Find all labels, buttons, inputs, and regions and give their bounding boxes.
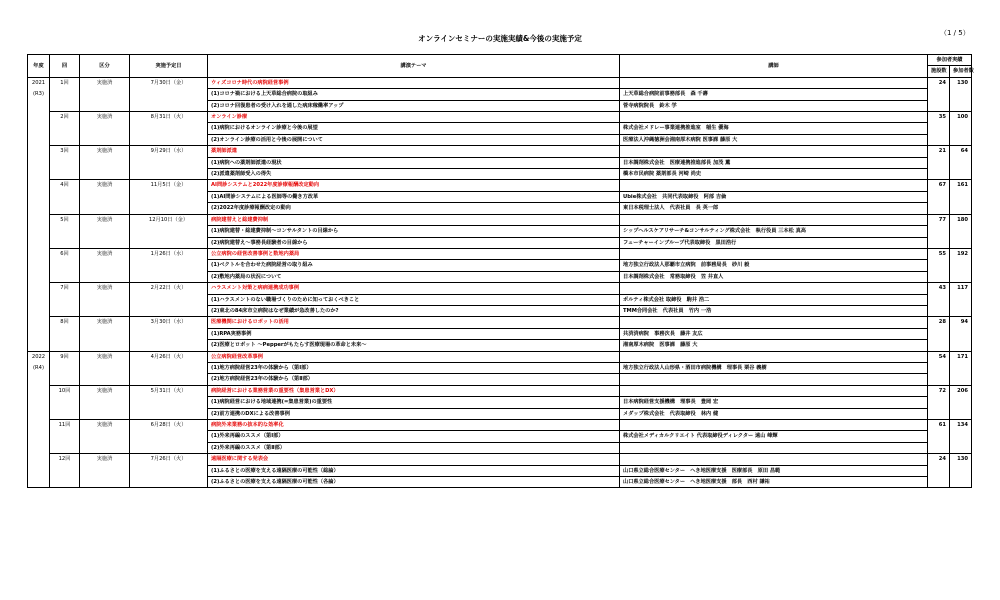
participant-count: 192 xyxy=(950,248,972,282)
talk-theme: (1)病院への薬剤師派遣の現状 xyxy=(208,157,620,168)
talk-theme: (2)医療とロボット ～Pepperがもたらす医療現場の革命と未来～ xyxy=(208,340,620,351)
seminar-date: 8月31日（火） xyxy=(130,112,208,146)
talk-speaker: メダップ株式会社 代表取締役 林内 健 xyxy=(620,408,928,419)
facility-count: 61 xyxy=(928,420,950,454)
seminar-title: 薬剤師派遣 xyxy=(208,146,620,157)
header-speaker: 講師 xyxy=(620,55,928,78)
fiscal-year-cell xyxy=(28,191,50,202)
facility-count: 28 xyxy=(928,317,950,351)
fiscal-year-cell xyxy=(28,112,50,123)
page-number: （1 / 5） xyxy=(940,29,970,37)
seminar-speaker-empty xyxy=(620,77,928,88)
seminar-title-row xyxy=(28,214,972,225)
fiscal-year-cell xyxy=(28,134,50,145)
seminar-speaker-empty xyxy=(620,146,928,157)
talk-theme: (1)地方病院経営23年の体験から（第Ⅰ部） xyxy=(208,362,620,373)
talk-speaker: 山口県立総合医療センター へき地医療支援 医療部長 原田 昌範 xyxy=(620,465,928,476)
seminar-title: ウィズコロナ時代の病院経営事例 xyxy=(208,77,620,88)
seminar-speaker-empty xyxy=(620,454,928,465)
facility-count: 77 xyxy=(928,214,950,248)
seminar-date: 11月5日（金） xyxy=(130,180,208,214)
header-year: 年度 xyxy=(28,55,50,78)
seminar-title: オンライン診療 xyxy=(208,112,620,123)
seminar-status: 実施済 xyxy=(80,317,130,351)
seminar-status: 実施済 xyxy=(80,420,130,454)
seminar-number: 10回 xyxy=(50,385,80,419)
talk-speaker: シップヘルスケアリサーチ&コンサルティング株式会社 執行役員 三本松 真高 xyxy=(620,226,928,237)
seminar-title-row xyxy=(28,317,972,328)
talk-speaker: 東日本税理士法人 代表社員 長 英一郎 xyxy=(620,203,928,214)
participant-count: 117 xyxy=(950,283,972,317)
fiscal-year-cell xyxy=(28,248,50,259)
facility-count: 24 xyxy=(928,454,950,488)
seminar-title: 病院外来業務の抜本的な効率化 xyxy=(208,420,620,431)
participant-count: 134 xyxy=(950,420,972,454)
fiscal-year-era: (R3) xyxy=(28,89,50,100)
fiscal-year-cell xyxy=(28,226,50,237)
talk-speaker: Ubie株式会社 共同代表取締役 阿部 吉倫 xyxy=(620,191,928,202)
talk-speaker: 株式会社メドレー事業連携推進室 稲生 優海 xyxy=(620,123,928,134)
facility-count: 72 xyxy=(928,385,950,419)
talk-theme: (1)AI問診システムによる医師等の働き方改革 xyxy=(208,191,620,202)
seminar-number: 2回 xyxy=(50,112,80,146)
seminar-status: 実施済 xyxy=(80,248,130,282)
fiscal-year: 2022 xyxy=(28,351,50,362)
fiscal-year-era: (R4) xyxy=(28,362,50,373)
seminar-speaker-empty xyxy=(620,385,928,396)
seminar-title-row xyxy=(28,385,972,396)
fiscal-year-cell xyxy=(28,442,50,453)
fiscal-year-cell xyxy=(28,328,50,339)
seminar-status: 実施済 xyxy=(80,112,130,146)
header-facilities: 施設数 xyxy=(928,66,950,77)
seminar-number: 1回 xyxy=(50,77,80,111)
header-category: 区分 xyxy=(80,55,130,78)
fiscal-year-cell xyxy=(28,340,50,351)
fiscal-year-cell xyxy=(28,237,50,248)
seminar-title: 遠隔医療に関する発表会 xyxy=(208,454,620,465)
fiscal-year-cell xyxy=(28,477,50,488)
facility-count: 35 xyxy=(928,112,950,146)
seminar-number: 9回 xyxy=(50,351,80,385)
talk-theme: (2)2022年度診療報酬改定の動向 xyxy=(208,203,620,214)
talk-speaker: 日本病院経営支援機構 理事長 豊岡 宏 xyxy=(620,397,928,408)
fiscal-year-cell xyxy=(28,100,50,111)
fiscal-year-cell xyxy=(28,374,50,385)
seminar-title: AI問診システムと2022年度診療報酬改定動向 xyxy=(208,180,620,191)
talk-speaker: 株式会社メディカルクリエイト 代表取締役ディレクター 遠山 峰輝 xyxy=(620,431,928,442)
seminar-status: 実施済 xyxy=(80,214,130,248)
seminar-status: 実施済 xyxy=(80,77,130,111)
seminar-speaker-empty xyxy=(620,112,928,123)
talk-speaker: 湘南厚木病院 医事課 藤原 大 xyxy=(620,340,928,351)
fiscal-year-cell xyxy=(28,214,50,225)
seminar-title-row xyxy=(28,351,972,362)
facility-count: 24 xyxy=(928,77,950,111)
fiscal-year: 2021 xyxy=(28,77,50,88)
seminar-number: 6回 xyxy=(50,248,80,282)
seminar-status: 実施済 xyxy=(80,283,130,317)
talk-speaker: TMM合同会社 代表社員 竹内 一浩 xyxy=(620,305,928,316)
seminar-title-row xyxy=(28,112,972,123)
talk-theme: (1)ハラスメントのない職場づくりのために知っておくべきこと xyxy=(208,294,620,305)
fiscal-year-cell xyxy=(28,408,50,419)
seminar-title: ハラスメント対策と病病連携成功事例 xyxy=(208,283,620,294)
seminar-date: 3月30日（水） xyxy=(130,317,208,351)
talk-speaker: 地方独立行政法人山形県・酒田市病院機構 理事長 栗谷 義樹 xyxy=(620,362,928,373)
talk-theme: (1)コロナ禍における上天草総合病院の取組み xyxy=(208,89,620,100)
header-date: 実施予定日 xyxy=(130,55,208,78)
fiscal-year-cell xyxy=(28,180,50,191)
fiscal-year-cell xyxy=(28,203,50,214)
seminar-number: 11回 xyxy=(50,420,80,454)
talk-theme: (1)外来再編のススメ（第Ⅰ部） xyxy=(208,431,620,442)
seminar-title-row xyxy=(28,454,972,465)
participant-count: 171 xyxy=(950,351,972,385)
fiscal-year-cell xyxy=(28,294,50,305)
talk-speaker: 医療法人沖縄徳洲会湘南厚木病院 医事課 藤原 大 xyxy=(620,134,928,145)
seminar-title-row xyxy=(28,77,972,88)
seminar-title: 公立病院経営改革事例 xyxy=(208,351,620,362)
talk-theme: (1)病院におけるオンライン診療と今後の展望 xyxy=(208,123,620,134)
seminar-speaker-empty xyxy=(620,248,928,259)
talk-theme: (2)外来再編のススメ（第Ⅱ部） xyxy=(208,442,620,453)
seminar-speaker-empty xyxy=(620,180,928,191)
participant-count: 130 xyxy=(950,454,972,488)
participant-count: 64 xyxy=(950,146,972,180)
facility-count: 54 xyxy=(928,351,950,385)
seminar-speaker-empty xyxy=(620,283,928,294)
seminar-speaker-empty xyxy=(620,420,928,431)
seminar-title: 公立病院の経営改善事例と数地内薬局 xyxy=(208,248,620,259)
talk-theme: (2)地方病院経営23年の体験から（第Ⅱ部） xyxy=(208,374,620,385)
fiscal-year-cell xyxy=(28,317,50,328)
facility-count: 21 xyxy=(928,146,950,180)
talk-theme: (1)RPA実務事例 xyxy=(208,328,620,339)
seminar-status: 実施済 xyxy=(80,351,130,385)
talk-speaker: フューチャーインブループ代表取締役 黒田浩行 xyxy=(620,237,928,248)
seminar-speaker-empty xyxy=(620,317,928,328)
seminar-speaker-empty xyxy=(620,351,928,362)
seminar-table xyxy=(27,54,972,488)
seminar-status: 実施済 xyxy=(80,146,130,180)
seminar-title-row xyxy=(28,180,972,191)
fiscal-year-cell xyxy=(28,454,50,465)
seminar-title-row xyxy=(28,248,972,259)
talk-speaker: 地方独立行政法人那覇市立病院 前事務局長 砂川 毅 xyxy=(620,260,928,271)
fiscal-year-cell xyxy=(28,420,50,431)
participant-count: 161 xyxy=(950,180,972,214)
seminar-number: 7回 xyxy=(50,283,80,317)
fiscal-year-cell xyxy=(28,146,50,157)
seminar-status: 実施済 xyxy=(80,180,130,214)
header-people: 参加者数 xyxy=(950,66,972,77)
seminar-number: 8回 xyxy=(50,317,80,351)
seminar-title: 病院経営における業務営業の重要性（集患営業とDX） xyxy=(208,385,620,396)
seminar-date: 9月29日（水） xyxy=(130,146,208,180)
seminar-number: 12回 xyxy=(50,454,80,488)
seminar-date: 1月26日（水） xyxy=(130,248,208,282)
talk-speaker xyxy=(620,442,928,453)
header-participants: 参加者実績 xyxy=(928,55,972,66)
talk-theme: (2)東北の84床市立病院はなぜ業績が急改善したのか? xyxy=(208,305,620,316)
seminar-date: 5月31日（火） xyxy=(130,385,208,419)
facility-count: 55 xyxy=(928,248,950,282)
talk-theme: (2)敷地内薬局の状況について xyxy=(208,271,620,282)
talk-speaker: 菅寺病院院長 鈴木 学 xyxy=(620,100,928,111)
seminar-title-row xyxy=(28,283,972,294)
talk-theme: (2)派遣薬剤師受入の得失 xyxy=(208,169,620,180)
facility-count: 67 xyxy=(928,180,950,214)
seminar-number: 3回 xyxy=(50,146,80,180)
participant-count: 206 xyxy=(950,385,972,419)
fiscal-year-cell xyxy=(28,283,50,294)
talk-speaker: ポルティ株式会社 取締役 駒井 浩二 xyxy=(620,294,928,305)
facility-count: 43 xyxy=(928,283,950,317)
talk-theme: (2)オンライン診療の活用と今後の展開について xyxy=(208,134,620,145)
fiscal-year-cell xyxy=(28,465,50,476)
seminar-title: 医療機関におけるロボットの活用 xyxy=(208,317,620,328)
talk-speaker: 山口県立総合医療センター へき地医療支援 部長 西村 謙祐 xyxy=(620,477,928,488)
header-row xyxy=(28,55,972,66)
talk-speaker: 上天草総合病院前事務部長 森 千壽 xyxy=(620,89,928,100)
fiscal-year-cell xyxy=(28,169,50,180)
talk-speaker: 橋本市民病院 薬剤部長 河崎 尚史 xyxy=(620,169,928,180)
seminar-number: 4回 xyxy=(50,180,80,214)
talk-speaker: 共済済病院 事務次長 藤井 友広 xyxy=(620,328,928,339)
seminar-speaker-empty xyxy=(620,214,928,225)
seminar-date: 4月26日（火） xyxy=(130,351,208,385)
talk-theme: (1)病院建替・総建費抑制～コンサルタントの目線から xyxy=(208,226,620,237)
talk-theme: (1)ベクトルを合わせた病院経営の取り組み xyxy=(208,260,620,271)
fiscal-year-cell xyxy=(28,157,50,168)
seminar-title-row xyxy=(28,146,972,157)
talk-speaker xyxy=(620,374,928,385)
fiscal-year-cell xyxy=(28,385,50,396)
fiscal-year-cell xyxy=(28,397,50,408)
talk-theme: (2)コロナ回復患者の受け入れを通した病床稼働率アップ xyxy=(208,100,620,111)
participant-count: 180 xyxy=(950,214,972,248)
header-theme: 講演テーマ xyxy=(208,55,620,78)
seminar-date: 7月30日（金） xyxy=(130,77,208,111)
talk-speaker: 日本調剤株式会社 常務取締役 笠 井直人 xyxy=(620,271,928,282)
seminar-date: 2月22日（火） xyxy=(130,283,208,317)
header-no: 回 xyxy=(50,55,80,78)
fiscal-year-cell xyxy=(28,305,50,316)
fiscal-year-cell xyxy=(28,271,50,282)
fiscal-year-cell xyxy=(28,260,50,271)
participant-count: 94 xyxy=(950,317,972,351)
fiscal-year-cell xyxy=(28,431,50,442)
seminar-table-body xyxy=(28,77,972,488)
seminar-date: 7月26日（火） xyxy=(130,454,208,488)
seminar-title: 病院建替えと総建費抑制 xyxy=(208,214,620,225)
seminar-status: 実施済 xyxy=(80,454,130,488)
seminar-date: 6月28日（火） xyxy=(130,420,208,454)
seminar-status: 実施済 xyxy=(80,385,130,419)
participant-count: 100 xyxy=(950,112,972,146)
seminar-date: 12月10日（金） xyxy=(130,214,208,248)
participant-count: 130 xyxy=(950,77,972,111)
seminar-number: 5回 xyxy=(50,214,80,248)
fiscal-year-cell xyxy=(28,123,50,134)
talk-theme: (2)ふるさとの医療を支える遠隔医療の可能性（各論） xyxy=(208,477,620,488)
talk-theme: (2)病院建替え～事務長経験者の目線から xyxy=(208,237,620,248)
talk-speaker: 日本調剤株式会社 医療連携推進部長 加茂 薫 xyxy=(620,157,928,168)
talk-theme: (2)前方連携のDXによる改善事例 xyxy=(208,408,620,419)
talk-theme: (1)ふるさとの医療を支える遠隔医療の可能性（総論） xyxy=(208,465,620,476)
talk-theme: (1)病院経営における地域連携(=集患営業)の重要性 xyxy=(208,397,620,408)
document-title: オンラインセミナーの実施実績&今後の実施予定 xyxy=(418,34,582,43)
seminar-title-row xyxy=(28,420,972,431)
